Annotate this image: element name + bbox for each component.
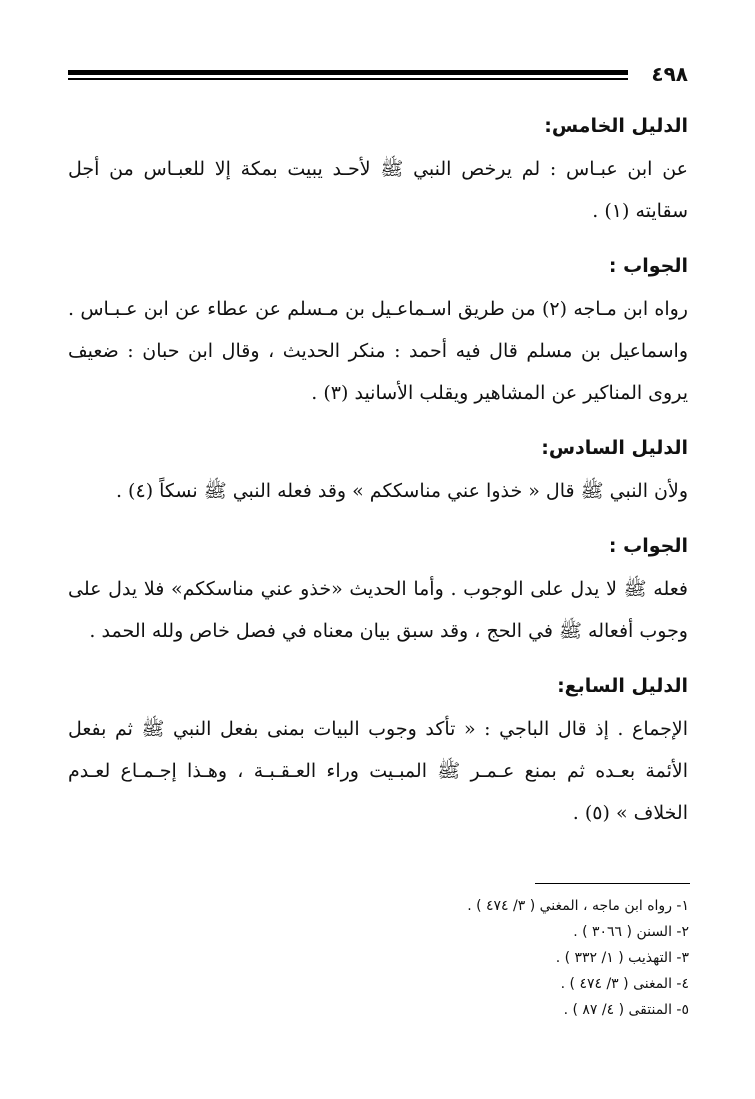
footnote: ١- رواه ابن ماجه ، المغني ( ٣/ ٤٧٤ ) . xyxy=(467,898,689,914)
text-line: واسماعيل بن مسلم قال فيه أحمد : منكر الحديث ، وقال ابن حبان : ضعيف xyxy=(68,340,688,362)
text-line: عن ابن عبـاس : لم يرخص النبي ﷺ لأحـد يبيت بمكة إلا للعبـاس من أجل xyxy=(68,158,688,180)
section-body xyxy=(68,288,688,414)
page-number: ٤٩٨ xyxy=(651,62,688,86)
text-line: رواه ابن مـاجه (٢) من طريق اسـماعـيل بن مـسلم عن عطاء عن ابن عـبـاس . xyxy=(68,298,688,320)
header-rule-thin xyxy=(68,78,628,80)
answer-2 xyxy=(68,530,688,652)
text-line: وجوب أفعاله ﷺ في الحج ، وقد سبق بيان معناه في فصل خاص ولله الحمد . xyxy=(89,620,688,642)
footnote: ٤- المغنى ( ٣/ ٤٧٤ ) . xyxy=(560,976,689,992)
footnote: ٣- التهذيب ( ١/ ٣٣٢ ) . xyxy=(555,950,689,966)
footnote-separator xyxy=(535,883,690,884)
page-header xyxy=(68,64,688,86)
text-line: الخلاف » (٥) . xyxy=(572,802,688,824)
section-5 xyxy=(68,110,688,232)
section-body xyxy=(68,148,688,232)
text-line: الأئمة بعـده ثم بمنع عـمـر ﷺ المبـيت وراء العـقـبـة ، وهـذا إجـمـاع لعـدم xyxy=(68,760,688,782)
answer-1 xyxy=(68,250,688,414)
footnote: ٥- المنتقى ( ٤/ ٨٧ ) . xyxy=(563,1002,689,1018)
main-text xyxy=(68,110,688,852)
section-heading: الدليل السادس: xyxy=(541,437,688,459)
footnote: ٢- السنن ( ٣٠٦٦ ) . xyxy=(573,924,689,940)
section-6 xyxy=(68,432,688,512)
header-rule-thick xyxy=(68,70,628,75)
text-line: فعله ﷺ لا يدل على الوجوب . وأما الحديث «خذو عني مناسككم» فلا يدل على xyxy=(68,578,688,600)
text-line: يروى المناكير عن المشاهير ويقلب الأسانيد (٣) . xyxy=(311,382,688,404)
section-body xyxy=(68,708,688,834)
section-body xyxy=(68,470,688,512)
text-line: ولأن النبي ﷺ قال « خذوا عني مناسككم » وقد فعله النبي ﷺ نسكاً (٤) . xyxy=(115,480,688,502)
footnotes xyxy=(269,893,689,1023)
section-body xyxy=(68,568,688,652)
section-heading: الجواب : xyxy=(608,255,688,277)
section-7 xyxy=(68,670,688,834)
text-line: سقايته (١) . xyxy=(592,200,688,222)
section-heading: الجواب : xyxy=(608,535,688,557)
section-heading: الدليل السابع: xyxy=(557,675,688,697)
text-line: الإجماع . إذ قال الباجي : « تأكد وجوب البيات بمنى بفعل النبي ﷺ ثم بفعل xyxy=(68,718,688,740)
section-heading: الدليل الخامس: xyxy=(544,115,688,137)
